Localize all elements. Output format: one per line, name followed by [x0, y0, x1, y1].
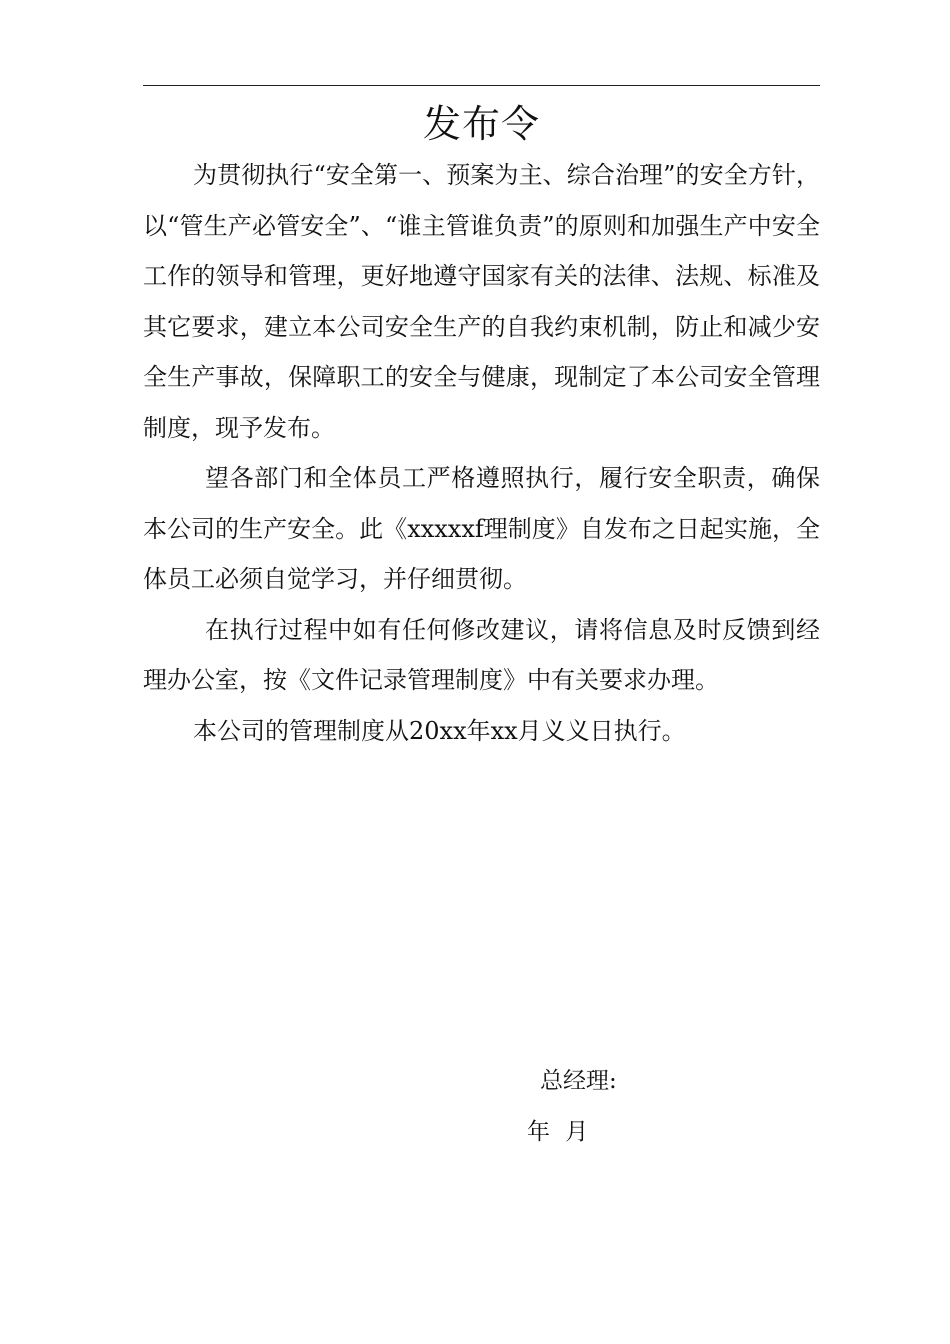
- body-paragraph-2: 望各部门和全体员工严格遵照执行，履行安全职责，确保本公司的生产安全。此《xxxxxf理制度》自发布之日起实施，全体员工必须自觉学习，并仔细贯彻。: [143, 464, 820, 593]
- body-paragraph-4: 本公司的管理制度从20xx年xx月义义日执行。: [193, 716, 686, 745]
- signature-date: 年 月: [527, 1119, 589, 1145]
- document-body: [143, 150, 820, 756]
- body-paragraph-1: 为贯彻执行“安全第一、预案为主、综合治理”的安全方针，以“管生产必管安全”、“谁主管谁负责”的原则和加强生产中安全工作的领导和管理，更好地遵守国家有关的法律、法规、标准及其它要求，建立本公司安全生产的自我约束机制，防止和减少安全生产事故，保障职工的安全与健康，现制定了本公司安全管理制度，现予发布。: [143, 161, 820, 442]
- signature-title: 总经理:: [540, 1068, 617, 1094]
- header-rule: [143, 85, 820, 86]
- body-paragraph-3: 在执行过程中如有任何修改建议，请将信息及时反馈到经理办公室，按《文件记录管理制度》中有关要求办理。: [143, 615, 820, 694]
- document-title: 发布令: [422, 102, 540, 146]
